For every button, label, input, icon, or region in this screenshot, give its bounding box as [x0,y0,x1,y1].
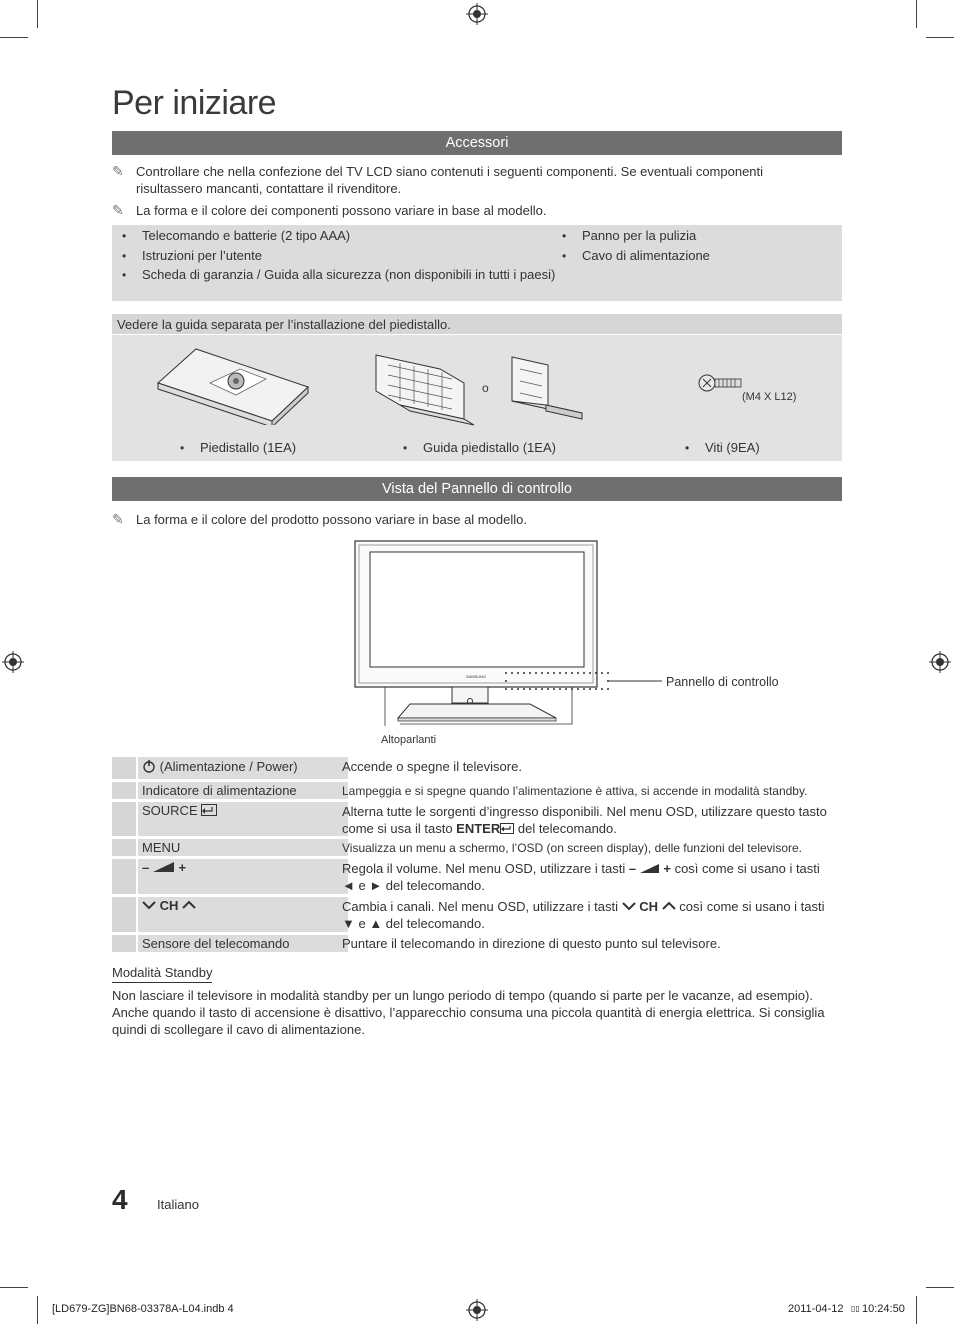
pencil-note-icon: ✎ [112,163,124,179]
table-row [112,839,842,856]
power-icon [142,759,156,773]
footer-date: 2011-04-12 [788,1303,844,1315]
crop-mark [37,0,38,28]
row-stub [112,935,136,952]
note-text: Controllare che nella confezione del TV LCD siano contenuti i seguenti componenti. Se eventuali componenti risultassero mancanti, contattare il rivenditore. [136,164,764,196]
page-title: Per iniziare [112,84,277,122]
row-stub [112,757,136,779]
standby-text: Non lasciare il televisore in modalità standby per un lungo periodo di tempo (quando si parte per le vacanze, ad esempio). Anche quando il tasto di accensione è disattivo, l’apparecchio consuma una piccola quantità di energia elettrica. Si consiglia quindi di scollegare il cavo di alimentazione. [112,988,825,1037]
note [112,511,832,528]
row-desc: Puntare il telecomando in direzione di questo punto sul televisore. [342,936,721,951]
row-key: Sensore del telecomando [138,935,348,952]
table-row [112,757,842,779]
standby-title: Modalità Standby [112,965,212,983]
chevron-up-icon [182,900,196,910]
row-desc-text: Alterna tutte le sorgenti d’ingresso disponibili. Nel menu OSD, utilizzare questo tasto come si usa il tasto [342,804,827,836]
tv-front-diagram [340,536,790,752]
row-stub [112,839,136,856]
note [112,202,832,219]
volume-icon [153,861,175,873]
pencil-note-icon: ✎ [112,511,124,527]
crop-mark [0,1287,28,1288]
list-item: • Viti (9EA) [705,440,760,455]
chevron-down-icon [622,901,636,911]
stand-guide-alt-illustration [502,351,592,423]
screw-size-label: (M4 X L12) [742,391,797,403]
row-key [138,897,348,932]
list-item: • Guida piedistallo (1EA) [423,440,556,455]
volume-minus-label: – [628,861,637,876]
channel-label: CH [639,899,659,914]
row-desc [342,898,842,932]
row-stub [112,897,136,932]
row-desc-text: Regola il volume. Nel menu OSD, utilizzare i tasti [342,861,626,876]
row-desc [342,803,842,837]
row-key: MENU [138,839,348,856]
control-panel-label: Pannello di controllo [666,675,779,689]
footer-file: [LD679-ZG]BN68-03378A-L04.indb 4 [52,1303,234,1315]
row-key: Indicatore di alimentazione [138,782,348,799]
section-header-accessori: Accessori [112,131,842,155]
screw-icon [698,373,746,393]
table-row [112,935,842,952]
crop-mark [926,37,954,38]
enter-icon [500,823,514,834]
row-desc: Lampeggia e si spegne quando l’alimentazione è attiva, si accende in modalità standby. [342,784,808,798]
volume-icon [640,863,660,874]
volume-plus-label: + [663,861,671,876]
note-text: La forma e il colore dei componenti possono variare in base al modello. [136,203,547,218]
registration-mark-icon [466,3,488,25]
section-header-pannello: Vista del Pannello di controllo [112,477,842,501]
row-desc-text: del telecomando. [517,821,617,836]
footer-time-mark: ▯▯ [851,1304,860,1313]
note-text: La forma e il colore del prodotto possono variare in base al modello. [136,512,527,527]
row-stub [112,802,136,836]
crop-mark [916,0,917,28]
note [112,163,832,197]
list-item: • Telecomando e batterie (2 tipo AAA) [142,228,350,243]
row-key-label: (Alimentazione / Power) [159,759,298,774]
enter-key-label: ENTER [456,821,501,836]
accessories-list-box [112,225,842,301]
table-row [112,859,842,894]
table-row [112,897,842,932]
crop-mark [916,1296,917,1324]
pencil-note-icon: ✎ [112,202,124,218]
table-row [112,782,842,799]
stand-base-illustration [154,345,314,425]
source-enter-icon [201,804,217,816]
registration-mark-icon [466,1299,488,1321]
volume-minus-label: – [142,860,150,875]
list-item: • Istruzioni per l’utente [142,248,262,263]
registration-mark-icon [929,651,951,673]
page-number: 4 [112,1184,128,1215]
list-item: • Piedistallo (1EA) [200,440,296,455]
list-item: • Cavo di alimentazione [582,248,710,263]
stand-guide-illustration [370,349,480,429]
stand-note-text: Vedere la guida separata per l’installazione del piedistallo. [117,317,451,332]
or-label: o [482,381,489,395]
language-label: Italiano [157,1197,199,1212]
speakers-label: Altoparlanti [381,734,437,746]
row-desc [342,860,842,894]
row-key [138,802,348,836]
channel-label: CH [159,898,179,913]
list-item: • Panno per la pulizia [582,228,696,243]
tv-brand-logo: SAMSUNG [465,674,487,679]
row-key-label: SOURCE [142,803,198,818]
row-stub [112,859,136,894]
crop-mark [926,1287,954,1288]
crop-mark [37,1296,38,1324]
list-item: • Scheda di garanzia / Guida alla sicurezza (non disponibili in tutti i paesi) [142,267,555,282]
row-desc-text: così come si usano i tasti [674,861,820,876]
registration-mark-icon [2,651,24,673]
row-desc-text: ◄ e ► del telecomando. [342,878,485,893]
stand-box [112,335,842,461]
row-stub [112,782,136,799]
row-desc: Visualizza un menu a schermo, l’OSD (on screen display), delle funzioni del televisore. [342,841,803,855]
chevron-up-icon [662,901,676,911]
row-desc-text: ▼ e ▲ del telecomando. [342,916,485,931]
volume-plus-label: + [178,860,187,875]
table-row [112,802,842,836]
crop-mark [0,37,28,38]
row-desc: Accende o spegne il televisore. [342,759,522,774]
stand-note-bar [112,314,842,334]
row-key [138,859,348,894]
chevron-down-icon [142,900,156,910]
row-desc-text: così come si usano i tasti [679,899,825,914]
footer-time: 10:24:50 [862,1303,905,1315]
row-desc-text: Cambia i canali. Nel menu OSD, utilizzare i tasti [342,899,618,914]
row-key [138,757,348,779]
